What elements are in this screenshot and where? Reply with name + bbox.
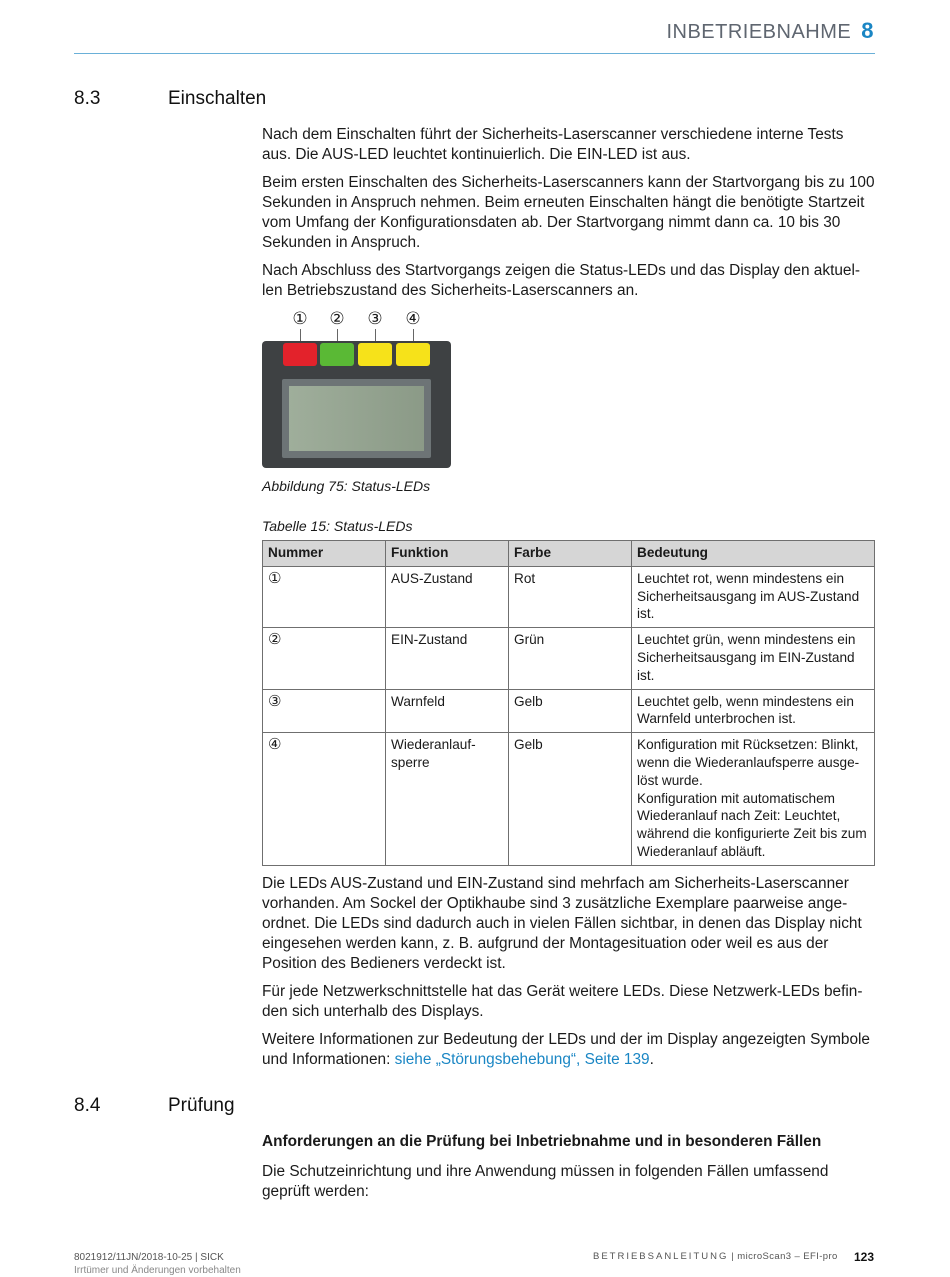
subheading: Anforderungen an die Prüfung bei Inbetriebnahme und in besonderen Fällen [262, 1133, 822, 1150]
document-id: 8021912/11JN/2018-10-25 | SICK [74, 1252, 224, 1263]
cell-color: Grün [509, 628, 632, 689]
paragraph-end: . [649, 1051, 654, 1068]
cell-color: Gelb [509, 689, 632, 733]
cell-function: AUS-Zustand [386, 566, 509, 627]
chapter-number: 8 [861, 18, 874, 43]
cell-number: ① [263, 566, 386, 627]
led-markers [262, 309, 462, 341]
marker-3: ③ [367, 309, 383, 328]
display-screen [289, 386, 424, 451]
product-name: | microScan3 – EFI-pro [728, 1251, 838, 1262]
cell-color: Rot [509, 566, 632, 627]
column-header: Farbe [509, 541, 632, 567]
cell-meaning [632, 628, 875, 689]
section-83-title: Einschalten [168, 88, 267, 109]
page-number: 123 [853, 1250, 874, 1264]
cell-number: ② [263, 628, 386, 689]
status-led-table [262, 540, 875, 866]
paragraph: Nach Abschluss des Startvorgangs zeigen die Status-LEDs und das Display den aktuellen Betriebszustand des Sicherheits-Laserscanners an. [262, 262, 861, 299]
footer-center [593, 1251, 838, 1262]
cell-meaning [632, 689, 875, 733]
disclaimer: Irrtümer und Änderungen vorbehalten [74, 1265, 241, 1276]
cell-function: Wiederanlaufsperre [386, 733, 509, 866]
section-84-title: Prüfung [168, 1095, 235, 1116]
table-row [263, 628, 875, 689]
table-header-row [263, 541, 875, 567]
meaning-text: Konfiguration mit automatischem Wiederanlauf nach Zeit: Leuchtet, während die konfigurierte Zeit bis zum Wiederanlauf abläuft. [637, 790, 867, 859]
led-yellow [396, 343, 430, 366]
marker-2: ② [329, 309, 345, 328]
table-row [263, 566, 875, 627]
table-row [263, 689, 875, 733]
meaning-text: Leuchtet grün, wenn mindestens ein Sicherheitsausgang im EIN-Zustand ist. [637, 632, 856, 683]
paragraph: Beim ersten Einschalten des Sicherheits-Laserscanners kann der Startvorgang bis zu 100 Sekunden in Anspruch nehmen. Beim erneuten Einschalten hängt die benötigte Startzeit vom Umfang der Konfigurationsdaten ab. Der Startvorgang nimmt dann ca. 10 bis 30 Sekunden in Anspruch. [262, 174, 875, 251]
column-header: Nummer [263, 541, 386, 567]
paragraph: Für jede Netzwerkschnittstelle hat das Gerät weitere LEDs. Diese Netzwerk-LEDs befinden sich unterhalb des Displays. [262, 983, 863, 1020]
document-title: BETRIEBSANLEITUNG [593, 1251, 729, 1262]
cell-function: Warnfeld [386, 689, 509, 733]
section-84-number: 8.4 [74, 1095, 101, 1116]
footer-left [74, 1251, 241, 1277]
column-header: Funktion [386, 541, 509, 567]
meaning-text: Konfiguration mit Rücksetzen: Blinkt, wenn die Wiederanlaufsperre ausgelöst wurde. [637, 737, 860, 788]
paragraph: Die LEDs AUS-Zustand und EIN-Zustand sind mehrfach am Sicherheits-Laserscanner vorhanden. Am Sockel der Optikhaube sind 3 zusätzliche Exemplare paarweise angeordnet. Die LEDs sind dadurch auch in vielen Fällen sichtbar, in denen das Display nicht eingesehen werden kann, z. B. aufgrund der Montagesituation oder weil es aus der Position des Bedieners verdeckt ist. [262, 875, 862, 972]
cell-meaning [632, 733, 875, 866]
table-caption: Tabelle 15: Status-LEDs [262, 518, 413, 534]
cell-color: Gelb [509, 733, 632, 866]
cell-number: ③ [263, 689, 386, 733]
scanner-display-illustration [262, 341, 451, 468]
led-yellow [358, 343, 392, 366]
section-84-text [262, 1132, 875, 1202]
cell-function: EIN-Zustand [386, 628, 509, 689]
meaning-text: Leuchtet rot, wenn mindestens ein Sicherheitsausgang im AUS-Zustand ist. [637, 570, 860, 622]
running-header [666, 18, 874, 44]
section-83-text [262, 125, 875, 301]
display-frame [282, 379, 431, 458]
paragraph-with-link [262, 1030, 875, 1070]
meaning-text: Leuchtet gelb, wenn mindestens ein Warnfeld unterbrochen ist. [637, 693, 854, 727]
cross-reference-link[interactable]: siehe „Störungsbehebung“, Seite 139 [394, 1051, 650, 1068]
column-header: Bedeutung [632, 541, 875, 567]
paragraph: Nach dem Einschalten führt der Sicherheits-Laserscanner verschiedene interne Tests aus. Die AUS-LED leuchtet kontinuierlich. Die EIN-LED ist aus. [262, 126, 844, 163]
led-red [283, 343, 317, 366]
header-rule [74, 53, 875, 54]
marker-4: ④ [405, 309, 421, 328]
cell-meaning [632, 566, 875, 627]
figure-caption: Abbildung 75: Status-LEDs [262, 478, 431, 494]
marker-1: ① [292, 309, 308, 328]
header-title: INBETRIEBNAHME [666, 21, 852, 43]
cell-number: ④ [263, 733, 386, 866]
paragraph: Die Schutzeinrichtung und ihre Anwendung müssen in folgenden Fällen umfassend geprüft werden: [262, 1163, 829, 1200]
paragraph-text: Weitere Informationen zur Bedeutung der LEDs und der im Display angezeigten Symbole und Informationen: [262, 1031, 870, 1068]
section-83-number: 8.3 [74, 88, 101, 109]
led-green [320, 343, 354, 366]
after-table-text [262, 874, 875, 1070]
table-row [263, 733, 875, 866]
